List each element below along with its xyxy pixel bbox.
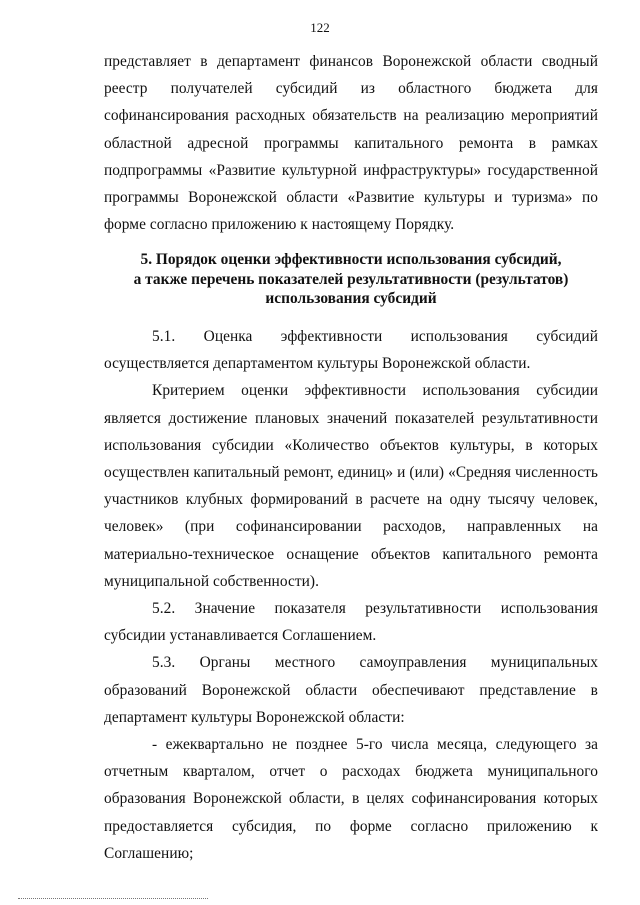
paragraph-5-3: 5.3. Органы местного самоуправления муниципальных образований Воронежской области обеспечивают представление в департамент культуры Воронежской области: (104, 654, 598, 726)
paragraph-5-1: осуществляется департаментом культуры Воронежской области. (104, 355, 531, 373)
section-5-heading-line-2: а также перечень показателей результативности (результатов) (133, 270, 569, 288)
document-body (104, 48, 598, 867)
section-5-heading (104, 250, 598, 309)
intro-paragraph: софинансирования расходных обязательств на реализацию мероприятий областной адресной программы капитального ремонта в рамках подпрограммы «Развитие культурной инфраструктуры» государственной программы Воронежской области «Развитие культуры и туризма» по форме согласно приложению к настоящему Порядку. (104, 107, 598, 234)
bullet-quarterly-report: - ежеквартально не позднее 5-го числа месяца, следующего за отчетным кварталом, отчет о расходах бюджета муниципального образования Воронежской области, в целях софинансирования которых предоставляется субсидия, по форме согласно приложению к Соглашению; (104, 735, 598, 862)
paragraph-5-2: 5.2. Значение показателя результативности использования субсидии устанавливается Соглашением. (104, 599, 598, 645)
intro-line-1: представляет в департамент финансов Воронежской области сводный (104, 53, 598, 70)
section-5-heading-line-1: 5. Порядок оценки эффективности использования субсидий, (140, 251, 562, 269)
paragraph-5-1-line-1: 5.1. Оценка эффективности использования субсидий (152, 327, 598, 345)
page-number: 122 (310, 20, 330, 35)
section-5-heading-line-3: использования субсидий (265, 290, 437, 308)
intro-line-2: реестр получателей субсидий из областного бюджета для (104, 80, 598, 98)
criteria-paragraph: Критерием оценки эффективности использования субсидии является достижение плановых значений показателей результативности использования субсидии «Количество объектов культуры, в которых осуществлен капитальный ремонт, единиц» и (или) «Средняя численность участников клубных формирований в расчете на одну тысячу человек, человек» (при софинансировании расходов, направленных на материально-техническое оснащение объектов капитального ремонта муниципальной собственности). (104, 382, 598, 590)
footer-rule (18, 898, 208, 899)
